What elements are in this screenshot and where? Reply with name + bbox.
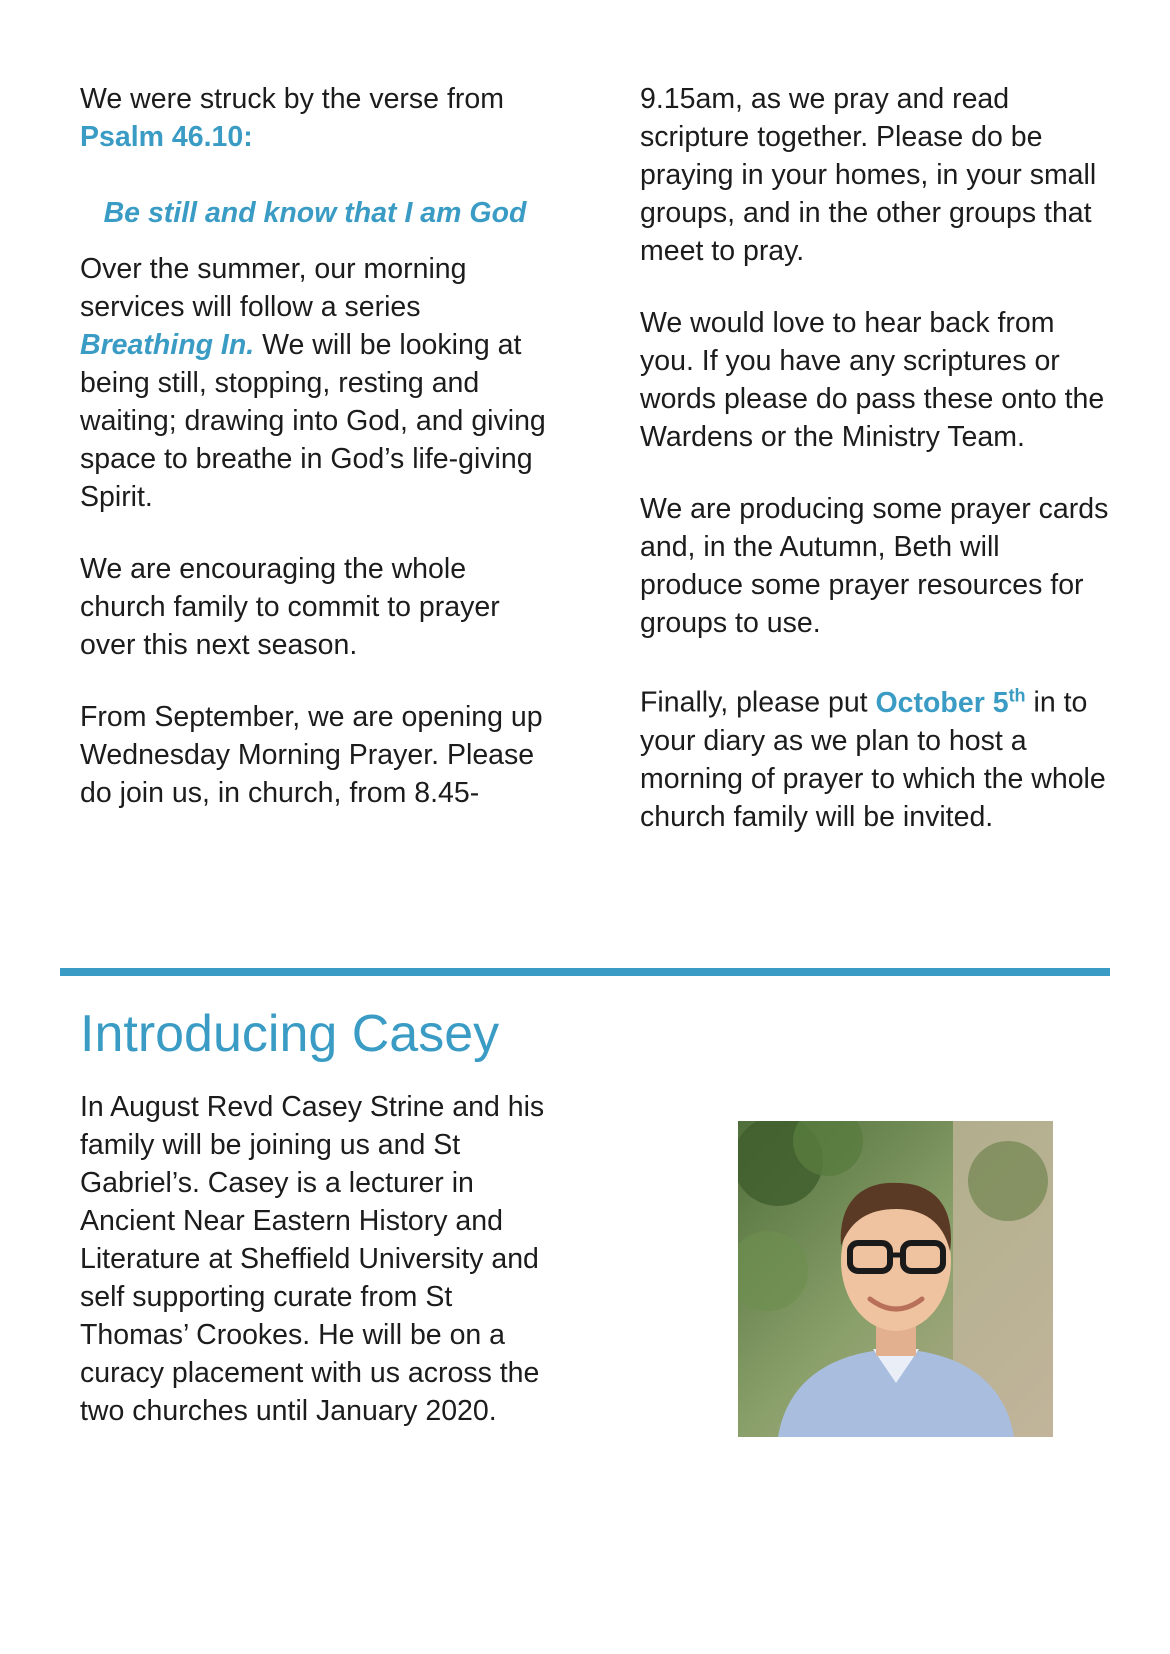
psalm-reference: Psalm 46.10: <box>80 121 253 153</box>
event-date-suffix: th <box>1008 685 1026 705</box>
morning-prayer-continued-paragraph: 9.15am, as we pray and read scripture together. Please do be praying in your homes, in your small groups, and in the other groups that meet to pray. <box>640 83 1097 267</box>
series-name: Breathing In. <box>80 329 255 361</box>
casey-intro-paragraph: In August Revd Casey Strine and his family will be joining us and St Gabriel’s. Casey is a lecturer in Ancient Near Eastern History and Literature at Sheffield University and self supporting curate from St Thomas’ Crookes. He will be on a curacy placement with us across the two churches until January 2020. <box>80 1091 545 1427</box>
prayer-encouragement-paragraph: We are encouraging the whole church family to commit to prayer over this next season. <box>80 553 500 661</box>
left-column <box>80 80 550 812</box>
section-divider <box>60 968 1110 976</box>
event-date-text: October 5 <box>875 686 1009 719</box>
series-intro-text: Over the summer, our morning services will follow a series <box>80 253 467 323</box>
portrait-photo <box>738 1121 1053 1437</box>
verse-quote: Be still and know that I am God <box>103 197 527 229</box>
section-title: Introducing Casey <box>80 1005 500 1063</box>
diary-date-paragraph <box>640 676 1110 836</box>
diary-intro-text: Finally, please put <box>640 686 876 719</box>
intro-column <box>80 1088 550 1430</box>
diary-description: in to your diary as we plan to host a morning of prayer to which the whole church family will be invited. <box>640 686 1106 833</box>
intro-text: We were struck by the verse from <box>80 83 504 115</box>
series-description: We will be looking at being still, stopping, resting and waiting; drawing into God, and giving space to breathe in God’s life-giving Spirit. <box>80 329 546 513</box>
feedback-paragraph: We would love to hear back from you. If you have any scriptures or words please do pass these onto the Wardens or the Ministry Team. <box>640 307 1105 453</box>
portrait-illustration <box>738 1121 1053 1437</box>
prayer-cards-paragraph: We are producing some prayer cards and, in the Autumn, Beth will produce some prayer resources for groups to use. <box>640 493 1109 639</box>
right-column <box>640 80 1110 836</box>
series-paragraph <box>80 250 550 516</box>
event-date <box>876 687 1026 719</box>
intro-verse-paragraph <box>80 80 550 156</box>
morning-prayer-paragraph: From September, we are opening up Wednesday Morning Prayer. Please do join us, in church, from 8.45- <box>80 701 543 809</box>
